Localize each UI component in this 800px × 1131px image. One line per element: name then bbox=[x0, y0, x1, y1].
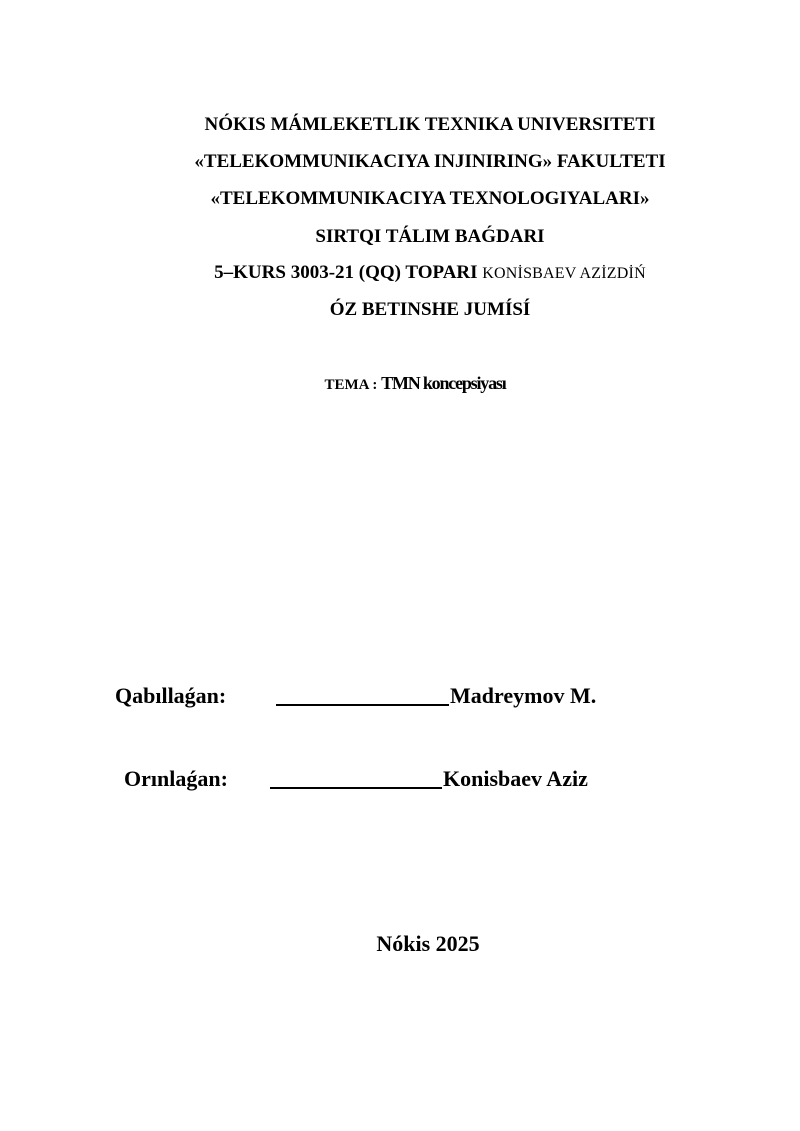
signature-label: Orınlaǵan: bbox=[124, 766, 228, 791]
city-year: Nókis 2025 bbox=[376, 931, 480, 956]
university-name: NÓKIS MÁMLEKETLIK TEXNIKA UNIVERSITETI bbox=[204, 114, 656, 135]
topic-label: TEMA : bbox=[324, 377, 382, 393]
signature-label: Qabıllaǵan: bbox=[115, 683, 227, 708]
topic-value: TMN koncepsiyası bbox=[381, 373, 506, 393]
group-line bbox=[30, 261, 800, 286]
group-name: 5–KURS 3003-21 (QQ) TOPARI bbox=[214, 262, 478, 283]
faculty-name: «TELEKOMMUNIKACIYA INJINIRING» FAKULTETI bbox=[194, 151, 666, 172]
topic-line bbox=[0, 373, 800, 394]
work-type: ÓZ BETINSHE JUMÍSÍ bbox=[329, 299, 531, 320]
student-name-genitive: KONİSBAEV AZİZDİŃ bbox=[482, 265, 646, 282]
signature-name: Konisbaev Aziz bbox=[443, 766, 588, 791]
study-direction: SIRTQI TÁLIM BAǴDARI bbox=[315, 226, 545, 247]
signature-line bbox=[270, 765, 442, 789]
signature-line bbox=[276, 682, 449, 706]
department-name: «TELEKOMMUNIKACIYA TEXNOLOGIYALARI» bbox=[210, 188, 650, 209]
signature-name: Madreymov M. bbox=[450, 683, 597, 708]
